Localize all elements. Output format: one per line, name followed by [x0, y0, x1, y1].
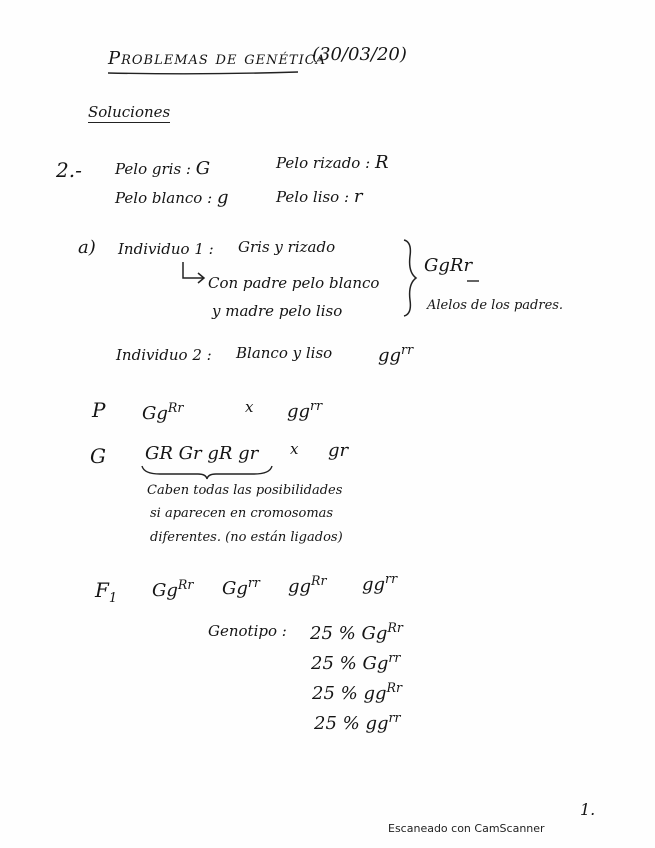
individual1-phenotype: Gris y rizado [238, 238, 336, 256]
solutions-heading: Soluciones [88, 103, 171, 121]
f1-genotype: $Gg^{Rr}$ [152, 577, 194, 601]
genotype-row: 25 % $Gg^{Rr}$ [310, 620, 403, 644]
gametes-note-line3: diferentes. (no están ligados) [150, 530, 343, 545]
gametes-label: G [90, 444, 106, 468]
f1-genotype: $gg^{rr}$ [362, 571, 398, 595]
arrow-note-line1: Con padre pelo blanco [208, 274, 380, 292]
individual2-genotype: $gg^{rr}$ [378, 342, 414, 366]
page-date: (30/03/20) [312, 44, 407, 65]
allele-label-3: Pelo liso : r [276, 186, 363, 207]
part-a-label: a) [78, 237, 96, 258]
parent2-genotype: $gg^{rr}$ [287, 398, 323, 422]
genotype-row: 25 % $gg^{rr}$ [314, 710, 401, 734]
parent1-gametes: GR Gr gR gr [145, 443, 259, 464]
genotype-row: 25 % $gg^{Rr}$ [312, 680, 403, 704]
scanner-watermark: Escaneado con CamScanner [388, 822, 545, 835]
gametes-brace-icon [140, 464, 274, 480]
genotype-row: 25 % $Gg^{rr}$ [311, 650, 401, 674]
arrow-note-line2: y madre pelo liso [212, 302, 343, 320]
cross-symbol-2: x [290, 440, 299, 458]
f1-genotype: $Gg^{rr}$ [222, 575, 260, 599]
f1-genotype: $gg^{Rr}$ [288, 573, 327, 597]
alleles-note: Alelos de los padres. [427, 298, 564, 313]
allele-label-2: Pelo blanco : g [115, 187, 229, 208]
title-underline [108, 70, 298, 76]
parent1-genotype: $Gg^{Rr}$ [142, 400, 184, 424]
gametes-note-line2: si aparecen en cromosomas [150, 506, 334, 521]
allele-label-0: Pelo gris : G [115, 158, 211, 179]
page-number: 1. [580, 800, 596, 819]
allele-label-1: Pelo rizado : R [276, 152, 389, 173]
individual2-phenotype: Blanco y liso [236, 344, 333, 362]
problem-number: 2.- [56, 158, 82, 182]
page-title: Problemas de genética [108, 48, 327, 69]
individual1-genotype: GgRr [424, 255, 473, 276]
genotype-label: Genotipo : [208, 622, 287, 640]
gametes-note-line1: Caben todas las posibilidades [147, 483, 343, 498]
curly-brace-icon [400, 238, 420, 318]
parental-label: P [92, 398, 106, 422]
parent2-gametes: gr [328, 440, 349, 461]
genotype-underline [466, 279, 480, 283]
f1-label: $F_1$ [95, 578, 118, 606]
arrow-icon [180, 262, 208, 286]
cross-symbol: x [245, 398, 254, 416]
individual2-label: Individuo 2 : [116, 346, 212, 364]
individual1-label: Individuo 1 : [118, 240, 214, 258]
